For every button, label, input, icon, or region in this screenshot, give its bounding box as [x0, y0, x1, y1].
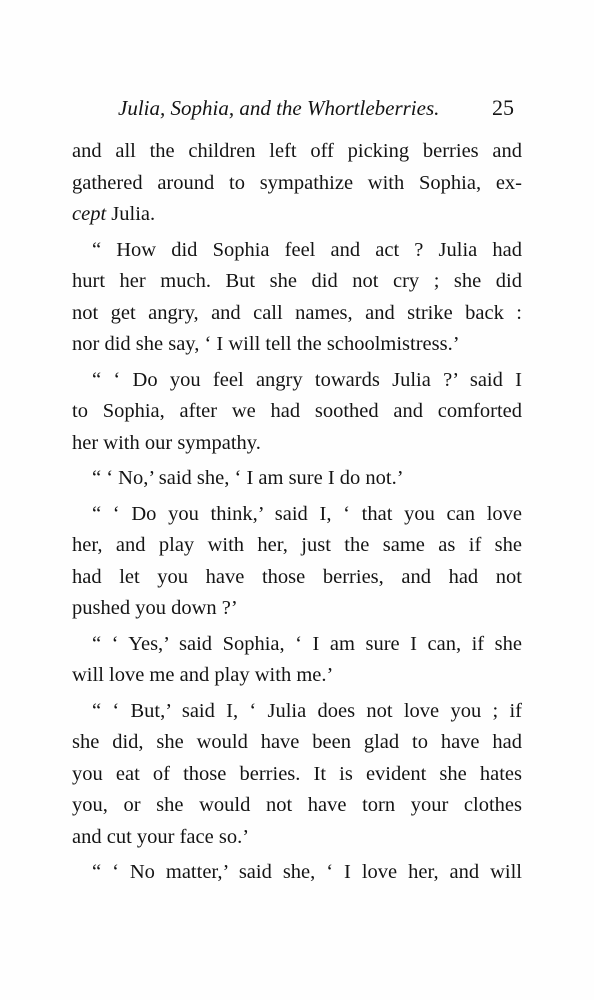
- text-line: not get angry, and call names, and strike back :: [72, 301, 522, 324]
- text-line: had let you have those berries, and had not: [72, 565, 522, 588]
- text-line: nor did she say, ‘ I will tell the schoolmistress.’: [72, 333, 460, 355]
- italic-word: cept: [72, 203, 107, 225]
- text-line: “ How did Sophia feel and act ? Julia had: [92, 238, 522, 261]
- text-line: “ ‘ No matter,’ said she, ‘ I love her, and will: [92, 861, 522, 883]
- text-line: [72, 199, 522, 231]
- text-line: her with our sympathy.: [72, 431, 261, 454]
- running-title: Julia, Sophia, and the Whortleberries.: [118, 96, 440, 120]
- text-line: you, or she would not have torn your clothes: [72, 794, 522, 816]
- text-line: “ ‘ Do you think,’ said I, ‘ that you can love: [92, 502, 522, 525]
- text-line: her, and play with her, just the same as if she: [72, 534, 522, 556]
- text-line: will love me and play with me.’: [72, 664, 334, 686]
- paragraph: [72, 463, 522, 495]
- text-line: to Sophia, after we had soothed and comforted: [72, 400, 522, 422]
- text-line: “ ‘ Yes,’ said Sophia, ‘ I am sure I can, if she: [92, 632, 522, 655]
- paragraph: [72, 235, 522, 361]
- text-line: “ ‘ No,’ said she, ‘ I am sure I do not.’: [92, 467, 404, 489]
- text-line: “ ‘ Do you feel angry towards Julia ?’ said I: [92, 368, 522, 391]
- body-text: [72, 136, 522, 889]
- text-line: she did, she would have been glad to have had: [72, 731, 522, 753]
- paragraph: [72, 857, 522, 889]
- text-line: and cut your face so.’: [72, 825, 250, 848]
- paragraph: [72, 136, 522, 231]
- paragraph: [72, 629, 522, 692]
- text-line: hurt her much. But she did not cry ; she did: [72, 270, 522, 292]
- running-head: [118, 88, 514, 128]
- text-line: pushed you down ?’: [72, 597, 238, 619]
- text-line: “ ‘ But,’ said I, ‘ Julia does not love you ; if: [92, 699, 522, 722]
- text-line: gathered around to sympathize with Sophia, ex-: [72, 171, 522, 194]
- text-line: you eat of those berries. It is evident she hates: [72, 762, 522, 785]
- paragraph: [72, 365, 522, 460]
- paragraph: [72, 499, 522, 625]
- page-number: 25: [492, 95, 514, 120]
- paragraph: [72, 696, 522, 854]
- text-fragment: Julia.: [106, 203, 156, 225]
- text-line: and all the children left off picking berries and: [72, 140, 522, 162]
